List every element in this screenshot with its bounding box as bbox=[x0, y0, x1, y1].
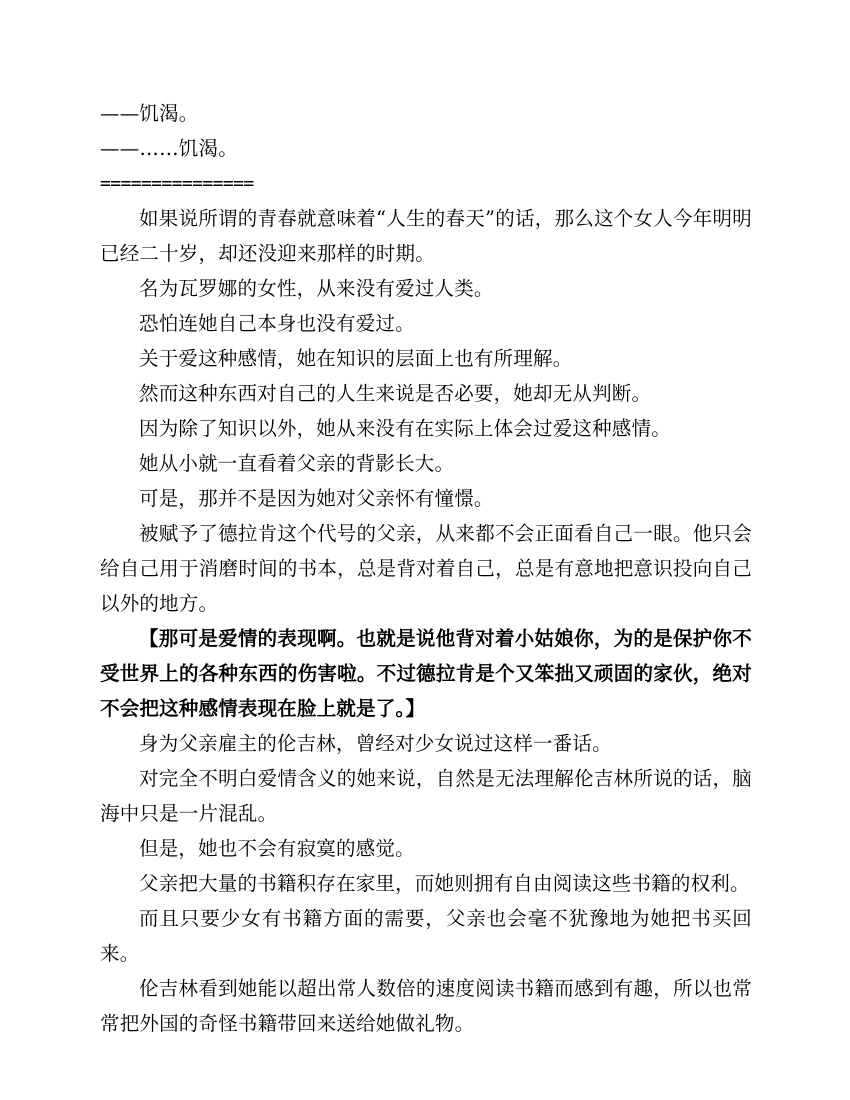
body-paragraph: 被赋予了德拉肯这个代号的父亲，从来都不会正面看自己一眼。他只会给自己用于消磨时间的书本，总是背对着自己，总是有意地把意识投向自己以外的地方。 bbox=[100, 522, 752, 615]
body-paragraph: 对完全不明白爱情含义的她来说，自然是无法理解伦吉林所说的话，脑海中只是一片混乱。 bbox=[100, 767, 752, 825]
body-paragraph: 然而这种东西对自己的人生来说是否必要，她却无从判断。 bbox=[139, 382, 652, 405]
section-separator: =============== bbox=[100, 173, 254, 194]
body-paragraph: 关于爱这种感情，她在知识的层面上也有所理解。 bbox=[139, 347, 573, 370]
text-column bbox=[100, 96, 752, 1041]
dialogue-line-2: ——……饥渴。 bbox=[100, 137, 238, 160]
body-paragraph: 而且只要少女有书籍方面的需要，父亲也会毫不犹豫地为她把书买回来。 bbox=[100, 907, 752, 965]
body-paragraph: 可是，那并不是因为她对父亲怀有憧憬。 bbox=[139, 487, 494, 510]
bracketed-interjection-paragraph: 【那可是爱情的表现啊。也就是说他背对着小姑娘你，为的是保护你不受世界上的各种东西的伤害啦。不过德拉肯是个又笨拙又顽固的家伙，绝对不会把这种感情表现在脸上就是了。】 bbox=[100, 627, 752, 720]
body-paragraph: 名为瓦罗娜的女性，从来没有爱过人类。 bbox=[139, 277, 494, 300]
body-paragraph: 恐怕连她自己本身也没有爱过。 bbox=[139, 312, 415, 335]
body-paragraph: 但是，她也不会有寂寞的感觉。 bbox=[139, 837, 415, 860]
body-paragraph: 因为除了知识以外，她从来没有在实际上体会过爱这种感情。 bbox=[139, 417, 671, 440]
body-paragraph: 身为父亲雇主的伦吉林，曾经对少女说过这样一番话。 bbox=[139, 732, 612, 755]
body-paragraph: 她从小就一直看着父亲的背影长大。 bbox=[139, 452, 455, 475]
body-paragraph: 父亲把大量的书籍积存在家里，而她则拥有自由阅读这些书籍的权利。 bbox=[139, 872, 750, 895]
body-paragraph: 伦吉林看到她能以超出常人数倍的速度阅读书籍而感到有趣，所以也常常把外国的奇怪书籍带回来送给她做礼物。 bbox=[100, 977, 752, 1035]
body-paragraph: 如果说所谓的青春就意味着“人生的春天”的话，那么这个女人今年明明已经二十岁，却还没迎来那样的时期。 bbox=[100, 207, 752, 265]
dialogue-line-1: ——饥渴。 bbox=[100, 102, 199, 125]
